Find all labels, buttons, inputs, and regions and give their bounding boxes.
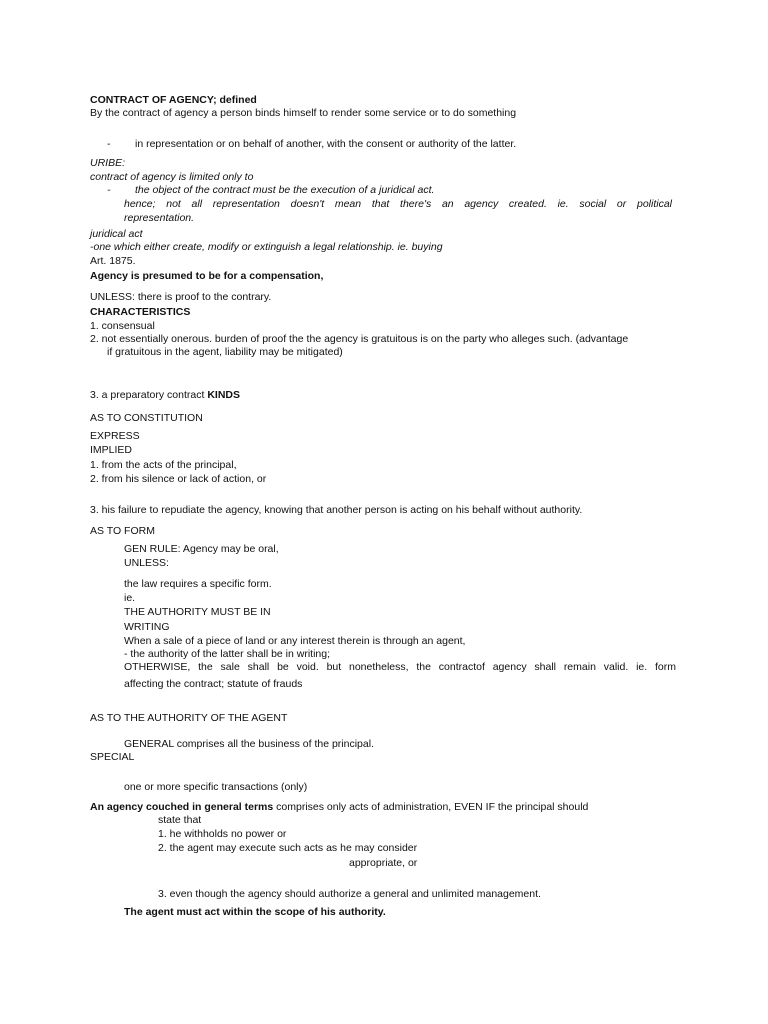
implied-label: IMPLIED xyxy=(90,444,133,456)
gen-rule-line: GEN RULE: Agency may be oral, xyxy=(124,543,279,555)
otherwise-line: OTHERWISE, the sale shall be void. but nonetheless, the contractof agency shall remain valid. ie. form xyxy=(124,661,676,673)
general-terms-bold: An agency couched in general terms xyxy=(90,801,274,813)
juridical-act-definition: -one which either create, modify or extinguish a legal relationship. ie. buying xyxy=(90,241,443,253)
hence-line: hence; not all representation doesn't mean that there's an agency created. ie. social or political xyxy=(124,198,672,210)
special-label: SPECIAL xyxy=(90,751,135,763)
unless-line: UNLESS: there is proof to the contrary. xyxy=(90,291,272,303)
heading-contract-of-agency: CONTRACT OF AGENCY; defined xyxy=(90,94,257,106)
list-item-cont: if gratuitous in the agent, liability may be mitigated) xyxy=(107,346,343,358)
ie-label: ie. xyxy=(124,592,136,604)
heading-characteristics: CHARACTERISTICS xyxy=(90,306,191,318)
article-ref: Art. 1875. xyxy=(90,255,136,267)
list-item: 1. he withholds no power or xyxy=(158,828,287,840)
special-line: one or more specific transactions (only) xyxy=(124,781,308,793)
unless-label: UNLESS: xyxy=(124,557,169,569)
statute-of-frauds-line: affecting the contract; statute of frauds xyxy=(124,678,303,690)
uribe-bullet-text: the object of the contract must be the execution of a juridical act. xyxy=(135,184,435,196)
list-item-text: 3. a preparatory contract xyxy=(90,389,208,401)
list-item: 3. even though the agency should authorize a general and unlimited management. xyxy=(158,888,541,900)
heading-as-to-constitution: AS TO CONSTITUTION xyxy=(90,412,203,424)
list-item: 2. the agent may execute such acts as he may consider xyxy=(158,842,418,854)
express-label: EXPRESS xyxy=(90,430,140,442)
list-item-cont: appropriate, or xyxy=(349,857,418,869)
list-item: 1. consensual xyxy=(90,320,155,332)
list-item: 2. not essentially onerous. burden of proof the the agency is gratuitous is on the party who alleges such. (advantage xyxy=(90,333,629,345)
general-terms-text: comprises only acts of administration, EVEN IF the principal should xyxy=(273,801,589,813)
list-item xyxy=(90,389,240,402)
uribe-label: URIBE: xyxy=(90,157,126,169)
hence-line-cont: representation. xyxy=(124,212,195,224)
sale-of-land-line: When a sale of a piece of land or any interest therein is through an agent, xyxy=(124,635,466,647)
list-item: 3. his failure to repudiate the agency, knowing that another person is acting on his behalf without authority. xyxy=(90,504,583,516)
uribe-line: contract of agency is limited only to xyxy=(90,171,254,183)
definition-bullet-text: in representation or on behalf of another, with the consent or authority of the latter. xyxy=(135,138,517,150)
writing-line: WRITING xyxy=(124,621,170,633)
form-line: the law requires a specific form. xyxy=(124,578,272,590)
heading-as-to-authority: AS TO THE AUTHORITY OF THE AGENT xyxy=(90,712,288,724)
definition-line: By the contract of agency a person binds himself to render some service or to do something xyxy=(90,107,517,119)
heading-kinds: KINDS xyxy=(207,389,240,401)
scope-of-authority-line: The agent must act within the scope of his authority. xyxy=(124,906,386,918)
state-that-line: state that xyxy=(158,814,202,826)
list-item: 2. from his silence or lack of action, or xyxy=(90,473,267,485)
list-item: 1. from the acts of the principal, xyxy=(90,459,237,471)
heading-as-to-form: AS TO FORM xyxy=(90,525,155,537)
authority-writing-line: - the authority of the latter shall be in writing; xyxy=(124,648,331,660)
bullet-dash: - xyxy=(107,138,111,150)
juridical-act-label: juridical act xyxy=(90,228,143,240)
bullet-dash: - xyxy=(107,184,111,196)
presumption-line: Agency is presumed to be for a compensation, xyxy=(90,270,324,282)
general-terms-line xyxy=(90,801,588,814)
general-line: GENERAL comprises all the business of the principal. xyxy=(124,738,374,750)
authority-line: THE AUTHORITY MUST BE IN xyxy=(124,606,271,618)
